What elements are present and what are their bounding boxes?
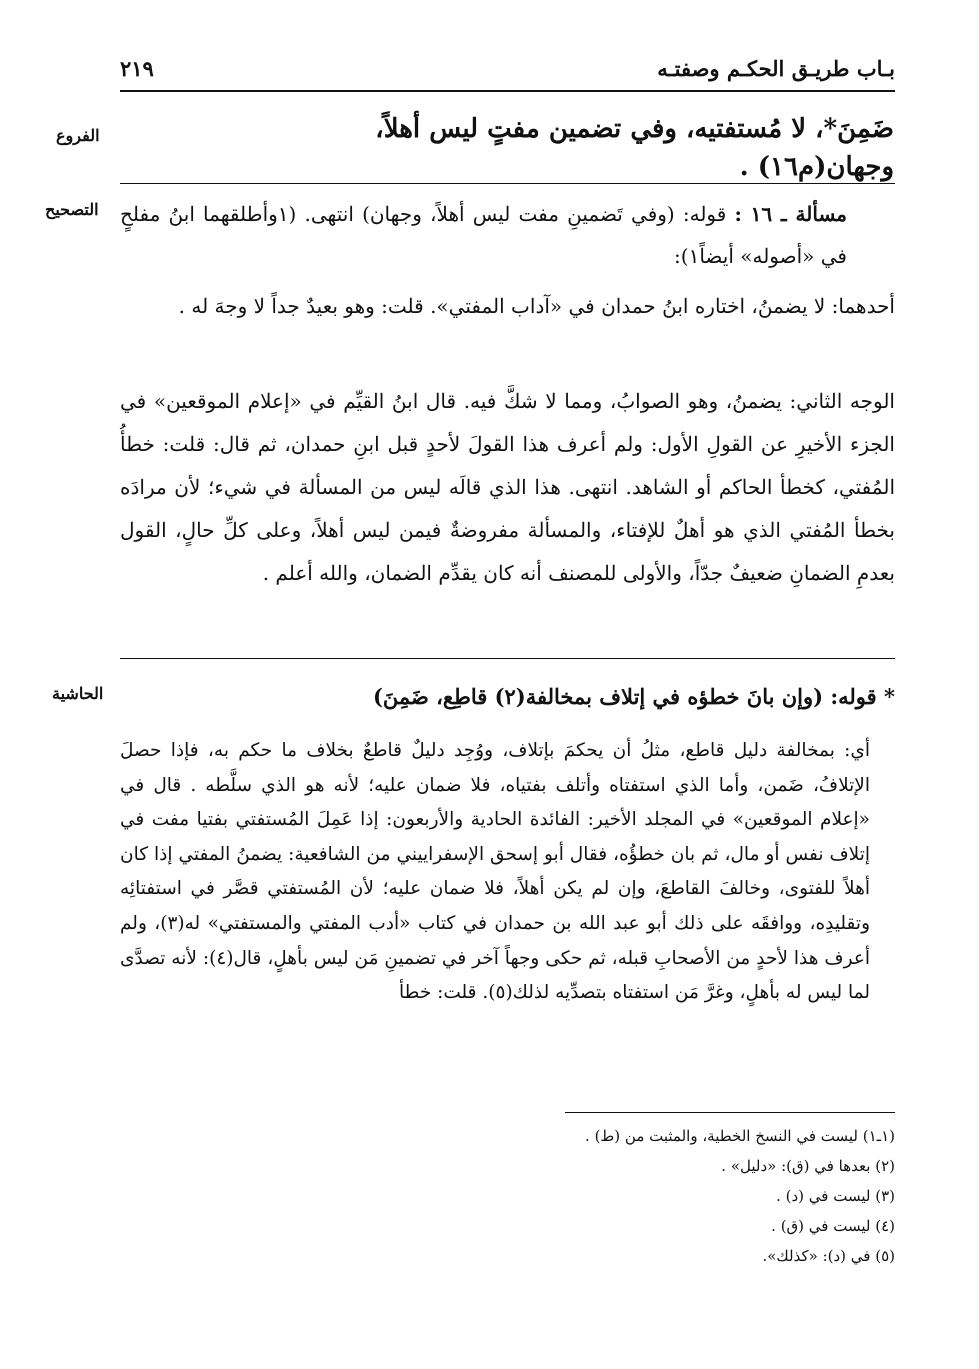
footnote-3: (٣) ليست في (د) . xyxy=(776,1187,895,1205)
footnote-2: (٢) بعدها في (ق): «دليل» . xyxy=(721,1157,895,1175)
footnote-5: (٥) في (د): «كذلك». xyxy=(762,1247,895,1265)
hashiya-body: أي: بمخالفة دليل قاطع، مثلُ أن يحكمَ بإتلاف، ووُجِد دليلٌ قاطعٌ بخلاف ما حكم به، فإذا حصلَ الإتلافُ، ضَمن، وأما الذي استفتاه وأتلف بفتياه، فلا ضمان عليه؛ لأنه هو الذي سلَّطه . قال في «إعلام الموقعين» في المجلد الأخير: الفائدة الحادية والأربعون: إذا عَمِلَ المُستفتي بفتيا مفت في إتلاف نفس أو مال، ثم بان خطؤُه، فقال أبو إسحق الإسفراييني من الشافعية: يضمنُ المفتي إذا كان أهلاً للفتوى، وخالفَ القاطعَ، وإن لم يكن أهلاً، فلا ضمان عليه؛ لأن المُستفتي قصَّر في استفتائِه وتقليدِه، ووافقَه على ذلك أبو عبد الله بن حمدان في كتاب «أدب المفتي والمستفتي» له(٣)، ولم أعرف هذا لأحدٍ من الأصحابِ قبله، ثم حكى وجهاً آخر في تضمينِ مَن ليس بأهلٍ، قال(٤): لأنه تصدَّى لما ليس له بأهلٍ، وغرَّ مَن استفتاه بتصدِّيه لذلك(٥). قلت: خطأ xyxy=(120,740,871,1004)
footnote-rule xyxy=(565,1112,895,1113)
furu-rule xyxy=(120,183,895,184)
masala-lead: مسألة ـ ١٦ : xyxy=(734,202,847,226)
hashiya-heading: * قوله: (وإن بانَ خطؤه في إتلاف بمخالفة(٢) قاطِع، ضَمِنَ) xyxy=(372,684,895,709)
side-label-tashih: التصحيح xyxy=(45,200,99,219)
second-view-paragraph: الوجه الثاني: يضمنُ، وهو الصوابُ، ومما لا شكَّ فيه. قال ابنُ القيِّم في «إعلام الموقعين» في الجزء الأخيرِ عن القولِ الأول: ولم أعرف هذا القولَ لأحدٍ قبل ابنِ حمدان، ثم قال: قلت: خطأُ المُفتي، كخطأ الحاكم أو الشاهد. انتهى. هذا الذي قالَه ليس من المسألة في شيء؛ لأن مرادَه بخطأ المُفتي الذي هو أهلٌ للإفتاء، والمسألة مفروضةٌ فيمن ليس أهلاً، وعلى كلِّ حالٍ، القول بعدمِ الضمانِ ضعيفٌ جدّاً، والأولى للمصنف أنه كان يقدِّم الضمان، والله أعلم . xyxy=(120,389,895,585)
side-label-hashiya: الحاشية xyxy=(52,684,104,703)
footnote-1: (١ـ١) ليست في النسخ الخطية، والمثبت من (ط) . xyxy=(585,1127,895,1145)
masala-paragraph xyxy=(120,193,847,277)
page-header xyxy=(120,56,895,86)
footnote-4: (٤) ليست في (ق) . xyxy=(771,1217,895,1235)
furu-text: ضَمِنَ*، لا مُستفتيه، وفي تضمين مفتٍ ليس أهلاً، وجهان(م١٦) . xyxy=(375,114,894,182)
tashih-rule xyxy=(120,658,895,659)
page-number: ٢١٩ xyxy=(120,56,154,81)
running-title: بـاب طريـق الحكـم وصفتـه xyxy=(657,56,895,81)
first-view-paragraph: أحدهما: لا يضمنُ، اختاره ابنُ حمدان في «آداب المفتي». قلت: وهو بعيدٌ جداً لا وجهَ له . xyxy=(178,294,895,318)
header-rule xyxy=(120,90,895,92)
side-label-furu: الفروع xyxy=(56,126,100,145)
masala-text: قوله: (وفي تَضمينِ مفت ليس أهلاً، وجهان) انتهى. (١وأطلقهما ابنُ مفلحٍ في «أصوله» أيضاً١): xyxy=(120,202,847,268)
